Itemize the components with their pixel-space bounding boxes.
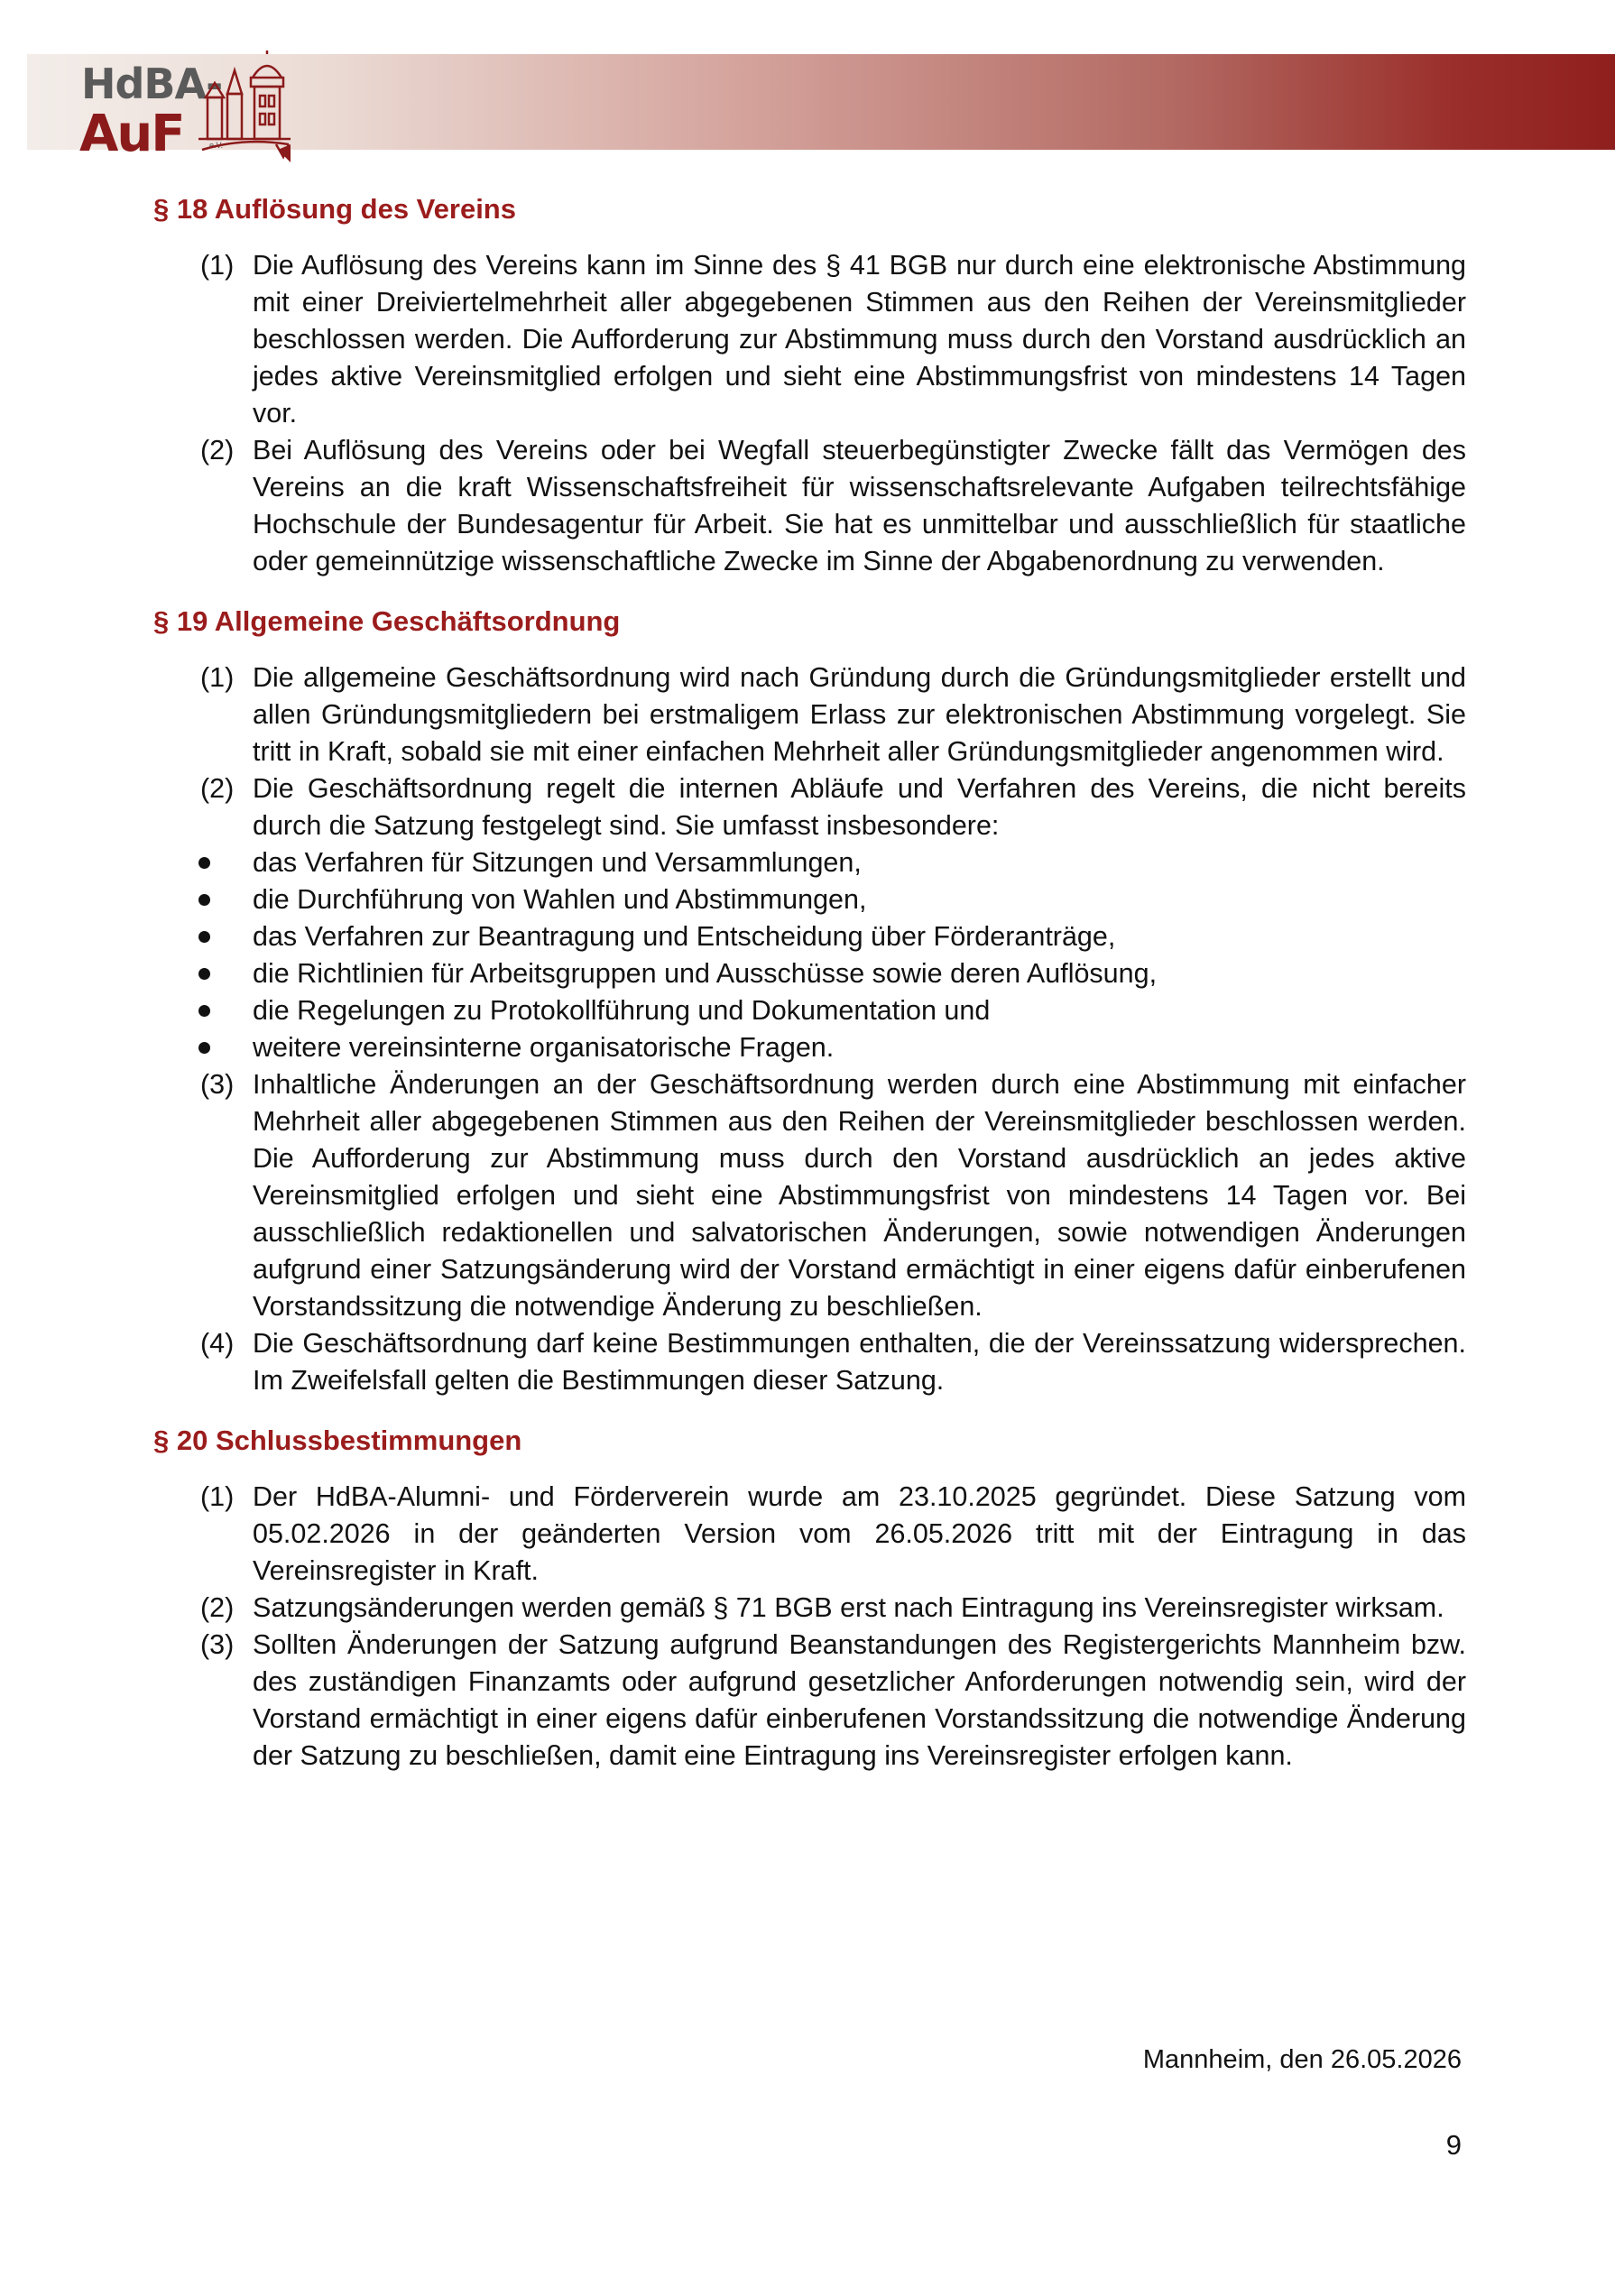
paragraph-text: Die allgemeine Geschäftsordnung wird nach Gründung durch die Gründungsmitglieder erstellt und allen Gründungsmitgliedern bei erstmaligem Erlass zur elektronischen Abstimmung vorgelegt. Sie tritt in Kraft, sobald sie mit einer einfachen Mehrheit aller Gründungsmitglieder angenommen wird. [253,662,1466,767]
bullet-text: das Verfahren zur Beantragung und Entscheidung über Förderanträge, [253,921,1116,952]
list-item [153,770,1466,844]
paragraph-text: Die Geschäftsordnung darf keine Bestimmungen enthalten, die der Vereinssatzung widersprechen. Im Zweifelsfall gelten die Bestimmungen dieser Satzung. [253,1328,1466,1396]
section-title: § 18 Auflösung des Vereins [153,193,516,225]
page-number: 9 [1445,2129,1462,2161]
paragraph-number: (2) [200,435,235,466]
bullet-text: die Regelungen zu Protokollführung und Dokumentation und [253,995,991,1026]
bullet-item [153,955,1466,992]
logo-text-top: HdBA- [81,60,223,108]
logo-text-bottom: AuF [79,105,184,163]
paragraph-text: Der HdBA-Alumni- und Förderverein wurde am 23.10.2025 gegründet. Diese Satzung vom 05.02.2026 in der geänderten Version vom 26.05.2026 tritt mit der Eintragung in das Vereinsregister in Kraft. [253,1481,1466,1586]
bullet-icon [198,894,210,906]
paragraph-number: (1) [200,250,235,281]
bullet-item [153,918,1466,955]
bullet-icon [198,857,210,869]
bullet-text: weitere vereinsinterne organisatorische Fragen. [253,1032,835,1063]
paragraph-text: Bei Auflösung des Vereins oder bei Wegfall steuerbegünstigter Zwecke fällt das Vermögen des Vereins an die kraft Wissenschaftsfreiheit für wissenschaftsrelevante Aufgaben teilrechtsfähige Hochschule der Bundesagentur für Arbeit. Sie hat es unmittelbar und ausschließlich für staatliche oder gemeinnützige wissenschaftliche Zwecke im Sinne der Abgabenordnung zu verwenden. [253,435,1466,576]
list-item [153,1066,1466,1325]
paragraph-number: (3) [200,1069,235,1100]
bullet-text: das Verfahren für Sitzungen und Versammlungen, [253,847,862,878]
paragraph-text: Die Auflösung des Vereins kann im Sinne des § 41 BGB nur durch eine elektronische Abstimmung mit einer Dreiviertelmehrheit aller abgegebenen Stimmen aus den Reihen der Vereinsmitglieder beschlossen werden. Die Aufforderung zur Abstimmung muss durch den Vorstand ausdrücklich an jedes aktive Vereinsmitglied erfolgen und sieht eine Abstimmungsfrist von mindestens 14 Tagen vor. [253,250,1466,429]
document-body [153,191,1466,1775]
section-title: § 20 Schlussbestimmungen [153,1425,522,1456]
paragraph-number: (2) [200,773,235,804]
paragraph-text: Inhaltliche Änderungen an der Geschäftsordnung werden durch eine Abstimmung mit einfacher Mehrheit aller abgegebenen Stimmen aus den Reihen der Vereinsmitglieder beschlossen werden. Die Aufforderung zur Abstimmung muss durch den Vorstand ausdrücklich an jedes aktive Vereinsmitglied erfolgen und sieht eine Abstimmungsfrist von mindestens 14 Tagen vor. Bei ausschließlich redaktionellen und salvatorischen Änderungen, sowie notwendigen Änderungen aufgrund einer Satzungsänderung wird der Vorstand ermächtigt in einer eigens dafür einberufenen Vorstandssitzung die notwendige Änderung zu beschließen. [253,1069,1466,1322]
paragraph-text: Die Geschäftsordnung regelt die internen Abläufe und Verfahren des Vereins, die nicht bereits durch die Satzung festgelegt sind. Sie umfasst insbesondere: [253,773,1466,841]
bullet-list [153,844,1466,1066]
logo [54,47,307,173]
list-item [153,659,1466,770]
bullet-item [153,1029,1466,1066]
list-item [153,1590,1466,1627]
paragraph-number: (3) [200,1629,235,1660]
bullet-item [153,992,1466,1029]
place-date: Mannheim, den 26.05.2026 [1142,2045,1462,2074]
bullet-item [153,844,1466,881]
paragraph-list [153,247,1466,580]
paragraph-list [153,1066,1466,1399]
bullet-text: die Durchführung von Wahlen und Abstimmungen, [253,884,867,915]
bullet-item [153,881,1466,918]
list-item [153,1479,1466,1590]
paragraph-number: (1) [200,662,235,693]
bullet-icon [198,931,210,943]
paragraph-list [153,1479,1466,1775]
list-item [153,1325,1466,1399]
bullet-icon [198,968,210,980]
building-icon [189,51,307,173]
paragraph-number: (2) [200,1592,235,1623]
bullet-text: die Richtlinien für Arbeitsgruppen und Ausschüsse sowie deren Auflösung, [253,958,1158,989]
paragraph-number: (4) [200,1328,235,1359]
list-item [153,1627,1466,1775]
bullet-icon [198,1042,210,1054]
paragraph-text: Satzungsänderungen werden gemäß § 71 BGB erst nach Eintragung ins Vereinsregister wirksam. [253,1592,1444,1623]
logo-suffix: e.V. [209,141,224,150]
list-item [153,432,1466,580]
list-item [153,247,1466,432]
paragraph-text: Sollten Änderungen der Satzung aufgrund Beanstandungen des Registergerichts Mannheim bzw. des zuständigen Finanzamts oder aufgrund gesetzlicher Anforderungen notwendig sein, wird der Vorstand ermächtigt in einer eigens dafür einberufenen Vorstandssitzung die notwendige Änderung der Satzung zu beschließen, damit eine Eintragung ins Vereinsregister erfolgen kann. [253,1629,1466,1771]
paragraph-number: (1) [200,1481,235,1512]
bullet-icon [198,1005,210,1017]
paragraph-list [153,659,1466,844]
section-title: § 19 Allgemeine Geschäftsordnung [153,605,621,637]
